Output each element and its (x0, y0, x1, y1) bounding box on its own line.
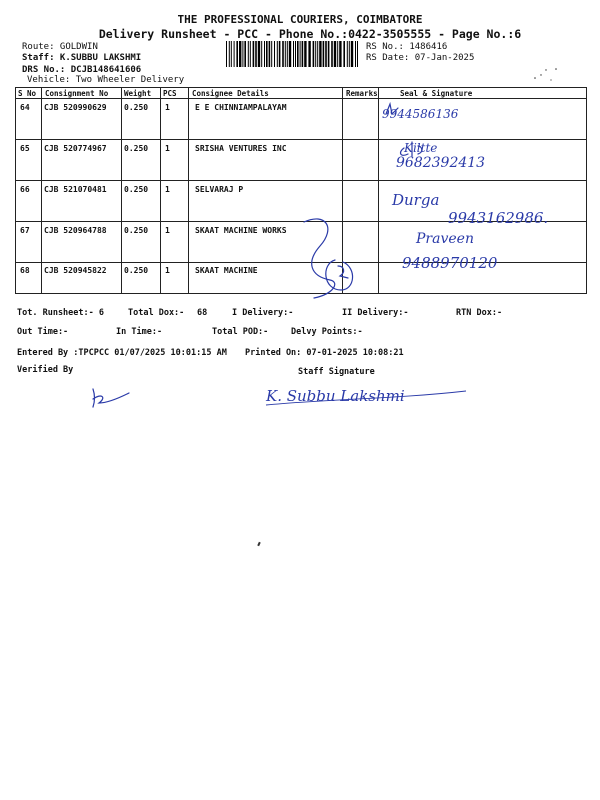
barcode-bar (325, 41, 327, 67)
barcode-bar (266, 41, 268, 67)
row-consignment-no: CJB 521070481 (44, 185, 107, 194)
row-weight: 0.250 (124, 103, 149, 112)
barcode-bar (300, 41, 301, 67)
handwritten-signatures (300, 90, 590, 305)
barcode-bar (339, 41, 341, 67)
ii-delivery: II Delivery:- (342, 308, 409, 318)
handwritten-phone-64: 9944586136 (382, 107, 459, 121)
row-consignee: SRISHA VENTURES INC (195, 144, 287, 153)
rtn-dox: RTN Dox:- (456, 308, 503, 318)
route-label: Route: GOLDWIN (22, 42, 98, 52)
handwritten-phone-65: 9682392413 (396, 155, 486, 171)
barcode-bar (331, 41, 333, 67)
barcode-bar (269, 41, 271, 67)
drs-number: DRS No.: DCJB148641606 (22, 65, 142, 75)
printed-on: Printed On: 07-01-2025 10:08:21 (245, 348, 404, 358)
barcode-bar (328, 41, 330, 67)
verified-by-label: Verified By (17, 365, 74, 375)
row-consignee: SELVARAJ P (195, 185, 244, 194)
row-pcs: 1 (165, 144, 170, 153)
out-time: Out Time:- (17, 327, 69, 337)
row-consignee: E E CHINNIAMPALAYAM (195, 103, 287, 112)
barcode-bar (264, 41, 265, 67)
barcode-bar (317, 41, 318, 67)
row-pcs: 1 (165, 266, 170, 275)
row-weight: 0.250 (124, 185, 149, 194)
row-sno: 67 (20, 226, 30, 235)
handwritten-name-65: Kiltte (404, 141, 438, 155)
barcode-bar (357, 41, 358, 67)
scan-specks (532, 64, 562, 84)
staff-signature-label: Staff Signature (298, 367, 375, 377)
stray-mark (257, 542, 261, 546)
in-time: In Time:- (116, 327, 163, 337)
barcode-bar (255, 41, 257, 67)
row-pcs: 1 (165, 185, 170, 194)
barcode-bar (323, 41, 325, 67)
barcode-bar (231, 41, 232, 67)
barcode-bar (337, 41, 338, 67)
row-pcs: 1 (165, 103, 170, 112)
barcode-bar (315, 41, 316, 67)
col-header-seal: Seal & Signature (400, 89, 473, 98)
barcode-bar (244, 41, 246, 67)
rs-number: RS No.: 1486416 (366, 42, 448, 52)
barcode-bar (274, 41, 275, 67)
i-delivery: I Delivery:- (232, 308, 294, 318)
staff-label: Staff: K.SUBBU LAKSHMI (22, 53, 142, 63)
document-title: Delivery Runsheet - PCC - Phone No.:0422-3505555 - Page No.:6 (98, 27, 522, 41)
row-consignee: SKAAT MACHINE (195, 266, 258, 275)
barcode-bar (271, 41, 272, 67)
barcode-bar (229, 41, 230, 67)
barcode-bar (295, 41, 296, 67)
barcode-bar (277, 41, 278, 67)
col-header-consignee: Consignee Details (192, 89, 269, 98)
barcode-bar (349, 41, 350, 67)
row-consignee: SKAAT MACHINE WORKS (195, 226, 287, 235)
row-weight: 0.250 (124, 266, 149, 275)
handwritten-name-66: Durga (392, 191, 440, 209)
barcode-bar (279, 41, 281, 67)
row-sno: 65 (20, 144, 30, 153)
barcode-bar (261, 41, 262, 67)
barcode-bar (293, 41, 294, 67)
barcode-bar (287, 41, 288, 67)
row-weight: 0.250 (124, 226, 149, 235)
barcode-bar (304, 41, 306, 67)
barcode-image (225, 41, 360, 67)
row-sno: 64 (20, 103, 30, 112)
entered-by: Entered By :TPCPCC 01/07/2025 10:01:15 AM (17, 348, 227, 358)
col-header-remarks: Remarks (346, 89, 378, 98)
col-header-pcs: PCS (163, 89, 177, 98)
total-runsheet: Tot. Runsheet:- 6 (17, 308, 104, 318)
barcode-bar (242, 41, 243, 67)
row-weight: 0.250 (124, 144, 149, 153)
row-sno: 68 (20, 266, 30, 275)
row-consignment-no: CJB 520964788 (44, 226, 107, 235)
barcode-bar (351, 41, 353, 67)
barcode-bar (355, 41, 356, 67)
col-header-sno: S No (18, 89, 37, 98)
barcode-bar (236, 41, 238, 67)
barcode-bar (343, 41, 345, 67)
col-header-weight: Weight (124, 89, 152, 98)
row-sno: 66 (20, 185, 30, 194)
company-name: THE PROFESSIONAL COURIERS, COIMBATORE (177, 13, 423, 26)
barcode-bar (239, 41, 241, 67)
barcode-bar (302, 41, 304, 67)
rs-date: RS Date: 07-Jan-2025 (366, 53, 475, 63)
row-consignment-no: CJB 520990629 (44, 103, 107, 112)
row-consignment-no: CJB 520945822 (44, 266, 107, 275)
barcode-bar (289, 41, 291, 67)
barcode-bar (313, 41, 315, 67)
row-consignment-no: CJB 520774967 (44, 144, 107, 153)
handwritten-phone-66: 9943162986. (448, 209, 549, 227)
staff-signature (262, 373, 512, 413)
barcode-bar (297, 41, 299, 67)
barcode-bar (248, 41, 249, 67)
row-pcs: 1 (165, 226, 170, 235)
total-pod: Total POD:- (212, 327, 269, 337)
barcode-bar (285, 41, 286, 67)
barcode-bar (226, 41, 227, 67)
barcode-bar (234, 41, 235, 67)
delvy-points: Delvy Points:- (291, 327, 363, 337)
barcode-bar (308, 41, 310, 67)
handwritten-name-67: Praveen (416, 231, 474, 247)
barcode-bar (258, 41, 260, 67)
barcode-bar (347, 41, 348, 67)
col-header-consignment: Consignment No (45, 89, 109, 98)
barcode-bar (334, 41, 336, 67)
handwritten-phone-67: 9488970120 (402, 254, 498, 272)
total-dox-label: Total Dox:- (128, 308, 185, 318)
verified-by-signature (85, 385, 135, 410)
barcode-bar (282, 41, 284, 67)
barcode-bar (253, 41, 255, 67)
staff-signature-name: K. Subbu Lakshmi (266, 387, 405, 405)
vehicle-label: Vehicle: Two Wheeler Delivery (27, 75, 185, 85)
total-dox-value: 68 (197, 308, 208, 318)
barcode-bar (319, 41, 321, 67)
barcode-bar (250, 41, 251, 67)
